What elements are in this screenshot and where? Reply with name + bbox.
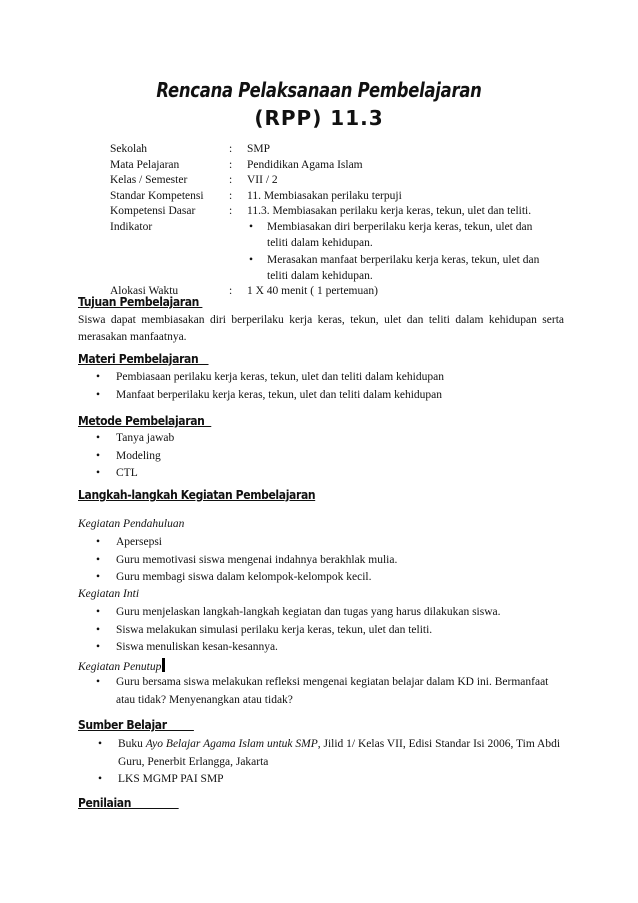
- info-value: SMP: [247, 143, 271, 155]
- info-label: Mata Pelajaran: [110, 158, 180, 171]
- penutup-list: [96, 674, 566, 709]
- section-heading-tujuan: Tujuan Pembelajaran: [78, 295, 203, 309]
- info-value: 1 X 40 menit ( 1 pertemuan): [247, 284, 378, 297]
- bullet-icon: •: [96, 371, 101, 383]
- bullet-icon: •: [96, 536, 101, 548]
- info-value: 11. Membiasakan perilaku terpuji: [247, 189, 402, 202]
- kegiatan-penutup-text: Kegiatan Penutup: [78, 661, 162, 673]
- text-cursor-icon: [162, 658, 165, 672]
- info-label: Standar Kompetensi: [110, 189, 204, 202]
- bullet-icon: •: [96, 606, 101, 618]
- list-item: [96, 569, 397, 587]
- list-item-text: Apersepsi: [116, 536, 162, 548]
- list-item: [96, 465, 174, 483]
- section-heading-sumber: Sumber Belajar: [78, 718, 194, 732]
- book-prefix: Buku: [118, 738, 146, 750]
- list-item: [96, 604, 501, 622]
- list-item: [96, 369, 444, 387]
- document-subtitle: (RPP) 11.3: [254, 106, 384, 130]
- bullet-icon: •: [96, 553, 101, 566]
- bullet-icon: •: [96, 641, 101, 653]
- bullet-icon: •: [96, 388, 101, 401]
- list-item: [96, 387, 444, 405]
- list-item-text: LKS MGMP PAI SMP: [118, 773, 224, 785]
- document-title: Rencana Pelaksanaan Pembelajaran: [156, 78, 482, 102]
- list-item-text: Siswa menuliskan kesan-kesannya.: [116, 641, 278, 653]
- info-value: VII / 2: [247, 174, 278, 187]
- inti-list: [96, 604, 501, 657]
- list-item-text: CTL: [116, 467, 138, 479]
- list-item-text: Modeling: [116, 449, 161, 462]
- list-item-text: Tanya jawab: [116, 432, 175, 444]
- list-item: [96, 430, 174, 448]
- info-value: 11.3. Membiasakan perilaku kerja keras, tekun, ulet dan teliti.: [247, 205, 532, 218]
- list-item-text: Guru membagi siswa dalam kelompok-kelompok kecil.: [116, 571, 372, 583]
- bullet-icon: •: [96, 432, 101, 444]
- section-heading-metode: Metode Pembelajaran: [78, 414, 212, 428]
- bullet-icon: •: [96, 467, 101, 479]
- info-colon: :: [229, 189, 233, 202]
- section-heading-penilaian: Penilaian: [78, 796, 179, 810]
- bullet-icon: •: [96, 623, 101, 636]
- sumber-list: [98, 736, 574, 789]
- info-colon: :: [229, 284, 233, 297]
- list-item-text: Pembiasaan perilaku kerja keras, tekun, ulet dan teliti dalam kehidupan: [116, 371, 444, 383]
- kegiatan-penutup-label: [78, 658, 165, 673]
- kegiatan-pendahuluan-label: Kegiatan Pendahuluan: [78, 518, 185, 530]
- pendahuluan-list: [96, 534, 397, 587]
- info-colon: :: [229, 174, 233, 187]
- tujuan-text: Siswa dapat membiasakan diri berperilaku kerja keras, tekun, ulet dan teliti dalam kehidupan serta merasakan manfaatnya.: [78, 314, 564, 343]
- indikator-list: [247, 220, 547, 286]
- bullet-icon: •: [96, 449, 101, 462]
- info-value: Pendidikan Agama Islam: [247, 158, 363, 171]
- bullet-icon: •: [96, 571, 101, 583]
- list-item: [98, 736, 574, 771]
- list-item: [98, 771, 574, 789]
- info-label: Sekolah: [110, 143, 148, 155]
- info-label: Alokasi Waktu: [110, 284, 179, 297]
- list-item-text: Siswa melakukan simulasi perilaku kerja keras, tekun, ulet dan teliti.: [116, 623, 433, 636]
- section-heading-langkah: Langkah-langkah Kegiatan Pembelajaran: [78, 488, 316, 502]
- info-colon: :: [229, 205, 233, 218]
- list-item: [96, 674, 566, 709]
- kegiatan-inti-label: Kegiatan Inti: [78, 588, 140, 600]
- bullet-icon: •: [249, 220, 254, 233]
- list-item-text: Guru bersama siswa melakukan refleksi mengenai kegiatan belajar dalam KD ini. Bermanfaat atau tidak? Menyenangkan atau tidak?: [116, 676, 549, 706]
- list-item: [96, 552, 397, 570]
- list-item-text: Membiasakan diri berperilaku kerja keras, tekun, ulet dan teliti dalam kehidupan.: [267, 220, 533, 249]
- info-colon: :: [229, 158, 233, 171]
- list-item-text: Guru memotivasi siswa mengenai indahnya berakhlak mulia.: [116, 553, 398, 566]
- list-item: [96, 448, 174, 466]
- book-details: , Jilid 1/ Kelas VII, Edisi Standar Isi 2006, Tim Abdi Guru, Penerbit Erlangga, Jakarta: [118, 738, 561, 768]
- info-label: Indikator: [110, 220, 153, 233]
- list-item: [96, 622, 501, 640]
- bullet-icon: •: [98, 773, 103, 785]
- list-item-text: Guru menjelaskan langkah-langkah kegiatan dan tugas yang harus dilakukan siswa.: [116, 606, 501, 618]
- bullet-icon: •: [98, 738, 103, 750]
- list-item-text: Merasakan manfaat berperilaku kerja keras, tekun, ulet dan teliti dalam kehidupan.: [267, 254, 540, 282]
- bullet-icon: •: [249, 254, 254, 267]
- list-item-text: Manfaat berperilaku kerja keras, tekun, ulet dan teliti dalam kehidupan: [116, 388, 443, 401]
- metode-list: [96, 430, 174, 483]
- info-label: Kelas / Semester: [110, 174, 188, 187]
- list-item: [247, 220, 547, 251]
- info-label: Kompetensi Dasar: [110, 205, 196, 218]
- section-heading-materi: Materi Pembelajaran: [78, 352, 209, 366]
- list-item: [96, 639, 501, 657]
- info-colon: :: [229, 143, 233, 155]
- bullet-icon: •: [96, 676, 101, 688]
- list-item: [247, 253, 547, 284]
- book-title: Ayo Belajar Agama Islam untuk SMP: [145, 738, 318, 750]
- materi-list: [96, 369, 444, 404]
- list-item: [96, 534, 397, 552]
